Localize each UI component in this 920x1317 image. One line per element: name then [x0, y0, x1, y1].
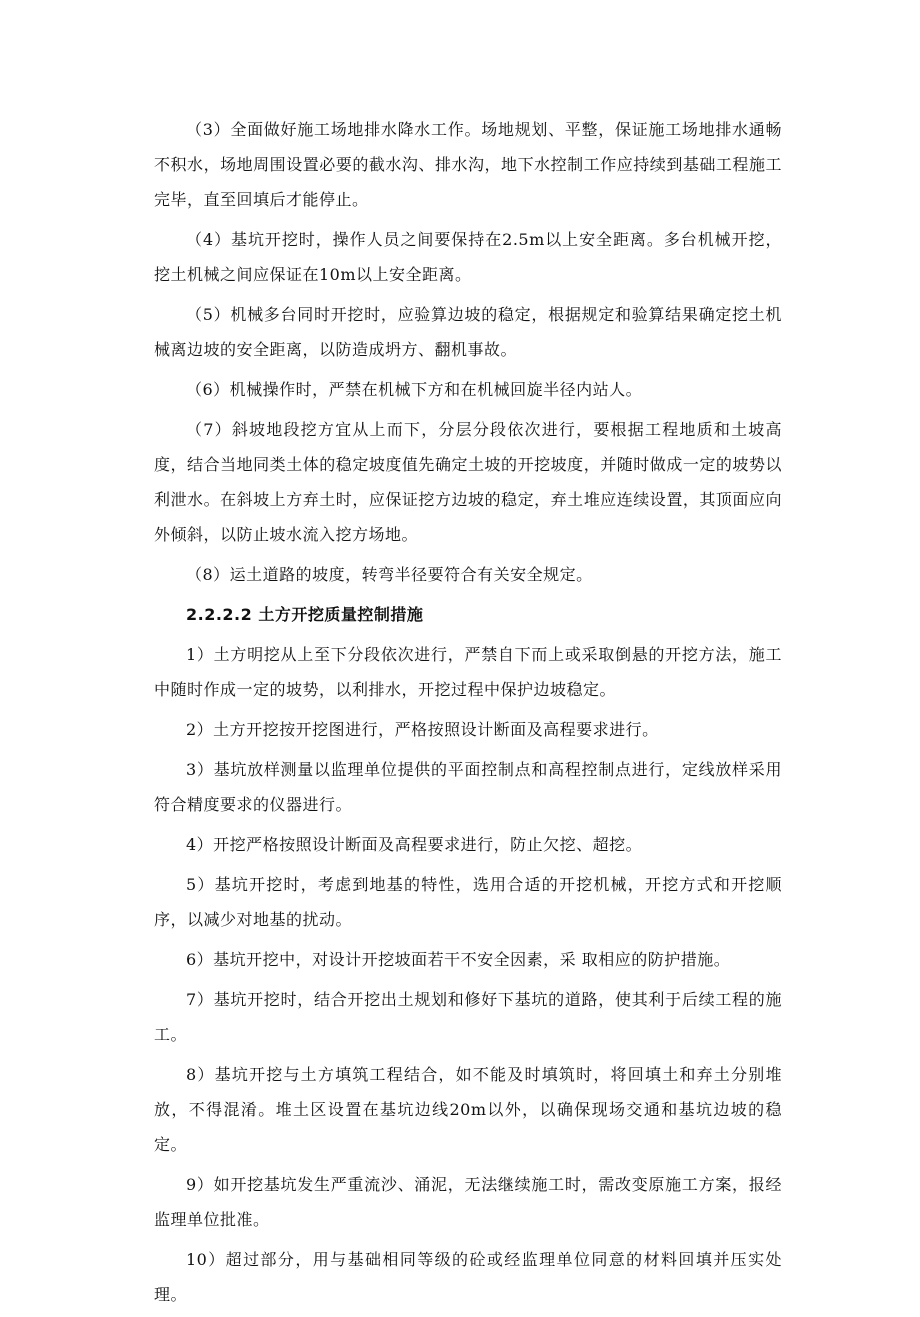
measure-item-4: 4）开挖严格按照设计断面及高程要求进行，防止欠挖、超挖。 — [186, 835, 643, 854]
paragraph-item-8: （8）运土道路的坡度，转弯半径要符合有关安全规定。 — [186, 565, 593, 584]
paragraph-item-5: （5）机械多台同时开挖时，应验算边坡的稳定，根据规定和验算结果确定挖土机械离边坡的安全距离，以防造成坍方、翻机事故。 — [154, 305, 782, 359]
measure-item-2: 2）土方开挖按开挖图进行，严格按照设计断面及高程要求进行。 — [186, 720, 659, 739]
paragraph-item-6: （6）机械操作时，严禁在机械下方和在机械回旋半径内站人。 — [186, 380, 643, 399]
paragraph-item-3: （3）全面做好施工场地排水降水工作。场地规划、平整，保证施工场地排水通畅不积水，场地周围设置必要的截水沟、排水沟，地下水控制工作应持续到基础工程施工完毕，直至回填后才能停止。 — [154, 120, 782, 209]
measure-item-3: 3）基坑放样测量以监理单位提供的平面控制点和高程控制点进行，定线放样采用符合精度要求的仪器进行。 — [154, 760, 782, 814]
paragraph-item-7: （7）斜坡地段挖方宜从上而下，分层分段依次进行，要根据工程地质和土坡高度，结合当地同类土体的稳定坡度值先确定土坡的开挖坡度，并随时做成一定的坡势以利泄水。在斜坡上方弃土时，应保证挖方边坡的稳定，弃土堆应连续设置，其顶面应向外倾斜，以防止坡水流入挖方场地。 — [154, 420, 782, 544]
section-heading: 2.2.2.2 土方开挖质量控制措施 — [186, 605, 424, 624]
measure-item-1: 1）土方明挖从上至下分段依次进行，严禁自下而上或采取倒悬的开挖方法，施工中随时作成一定的坡势，以利排水，开挖过程中保护边坡稳定。 — [154, 645, 782, 699]
document-body — [154, 112, 782, 1317]
measure-item-9: 9）如开挖基坑发生严重流沙、涌泥，无法继续施工时，需改变原施工方案，报经监理单位批准。 — [154, 1175, 782, 1229]
measure-item-10: 10）超过部分，用与基础相同等级的砼或经监理单位同意的材料回填并压实处理。 — [154, 1250, 782, 1304]
measure-item-5: 5）基坑开挖时，考虑到地基的特性，选用合适的开挖机械，开挖方式和开挖顺序，以减少对地基的扰动。 — [154, 875, 782, 929]
measure-item-6: 6）基坑开挖中，对设计开挖坡面若干不安全因素，采 取相应的防护措施。 — [186, 950, 731, 969]
paragraph-item-4: （4）基坑开挖时，操作人员之间要保持在2.5m以上安全距离。多台机械开挖，挖土机械之间应保证在10m以上安全距离。 — [154, 230, 782, 284]
measure-item-8: 8）基坑开挖与土方填筑工程结合，如不能及时填筑时，将回填土和弃土分别堆放，不得混淆。堆土区设置在基坑边线20m以外，以确保现场交通和基坑边坡的稳定。 — [154, 1065, 782, 1154]
measure-item-7: 7）基坑开挖时，结合开挖出土规划和修好下基坑的道路，使其利于后续工程的施工。 — [154, 990, 782, 1044]
